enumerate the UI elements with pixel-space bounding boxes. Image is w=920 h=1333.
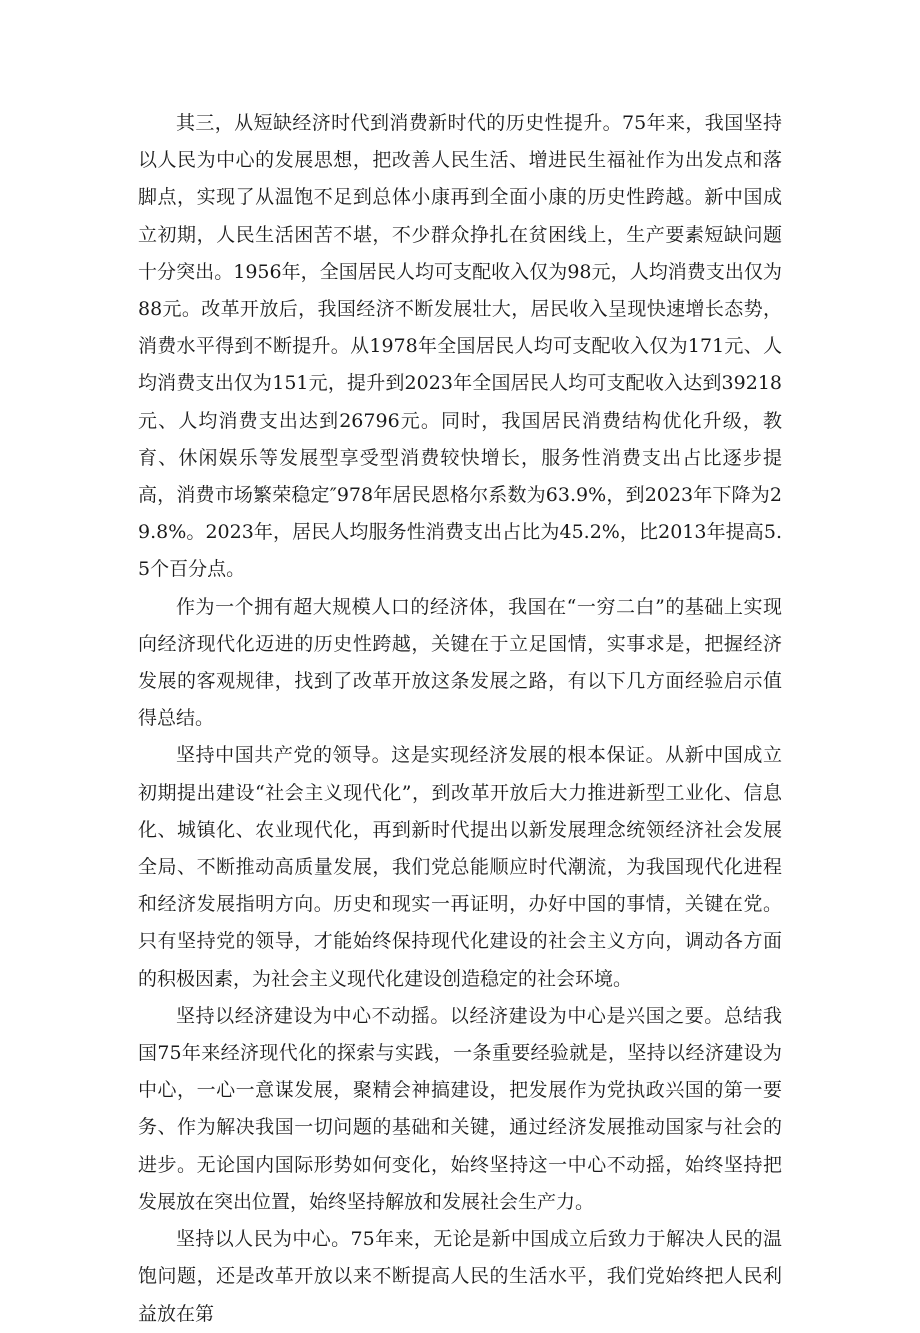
paragraph-consumption-era: 其三，从短缺经济时代到消费新时代的历史性提升。75年来，我国坚持以人民为中心的发展思想，把改善人民生活、增进民生福祉作为出发点和落脚点，实现了从温饱不足到总体小康再到全面小康的历史性跨越。新中国成立初期，人民生活困苦不堪，不少群众挣扎在贫困线上，生产要素短缺问题十分突出。1956年，全国居民人均可支配收入仅为98元，人均消费支出仅为88元。改革开放后，我国经济不断发展壮大，居民收入呈现快速增长态势，消费水平得到不断提升。从1978年全国居民人均可支配收入仅为171元、人均消费支出仅为151元，提升到2023年全国居民人均可支配收入达到39218元、人均消费支出达到26796元。同时，我国居民消费结构优化升级，教育、休闲娱乐等发展型享受型消费较快增长，服务性消费支出占比逐步提高，消费市场繁荣稳定″978年居民恩格尔系数为63.9%，到2023年下降为29.8%。2023年，居民人均服务性消费支出占比为45.2%，比2013年提高5.5个百分点。 [138, 112, 782, 581]
paragraph-economic-construction: 坚持以经济建设为中心不动摇。以经济建设为中心是兴国之要。总结我国75年来经济现代化的探索与实践，一条重要经验就是，坚持以经济建设为中心，一心一意谋发展，聚精会神搞建设，把发展作为党执政兴国的第一要务、作为解决我国一切问题的基础和关键，通过经济发展推动国家与社会的进步。无论国内国际形势如何变化，始终坚持这一中心不动摇，始终坚持把发展放在突出位置，始终坚持解放和发展社会生产力。 [138, 1004, 782, 1213]
paragraph-party-leadership: 坚持中国共产党的领导。这是实现经济发展的根本保证。从新中国成立初期提出建设“社会主义现代化”，到改革开放后大力推进新型工业化、信息化、城镇化、农业现代化，再到新时代提出以新发展理念统领经济社会发展全局、不断推动高质量发展，我们党总能顺应时代潮流，为我国现代化进程和经济发展指明方向。历史和现实一再证明，办好中国的事情，关键在党。只有坚持党的领导，才能始终保持现代化建设的社会主义方向，调动各方面的积极因素，为社会主义现代化建设创造稳定的社会环境。 [138, 744, 782, 990]
paragraph-people-centered: 坚持以人民为中心。75年来，无论是新中国成立后致力于解决人民的温饱问题，还是改革开放以来不断提高人民的生活水平，我们党始终把人民利益放在第 [138, 1228, 782, 1325]
paragraph-experience-intro: 作为一个拥有超大规模人口的经济体，我国在“一穷二白”的基础上实现向经济现代化迈进的历史性跨越，关键在于立足国情，实事求是，把握经济发展的客观规律，找到了改革开放这条发展之路，有以下几方面经验启示值得总结。 [138, 595, 782, 730]
document-body [138, 105, 782, 1333]
